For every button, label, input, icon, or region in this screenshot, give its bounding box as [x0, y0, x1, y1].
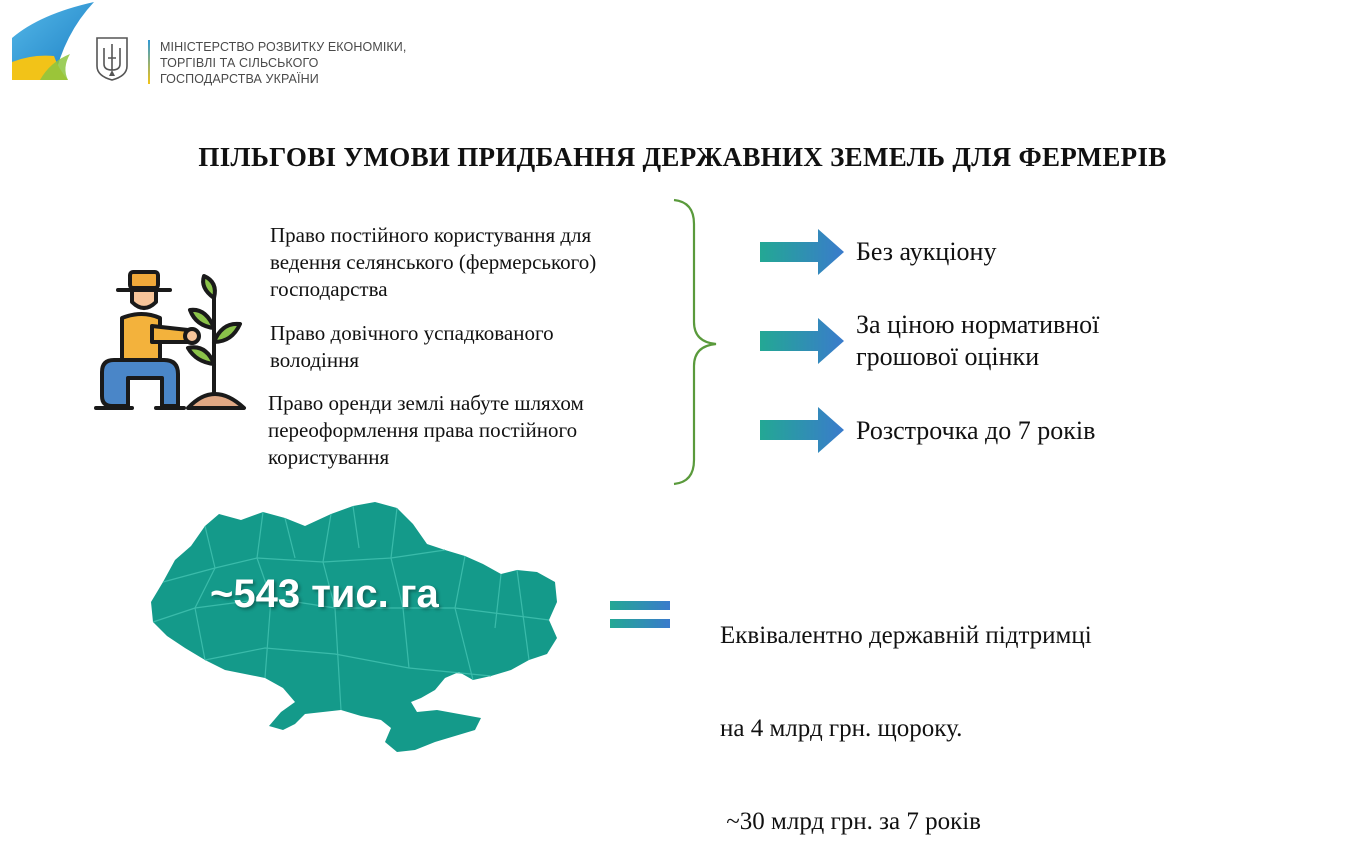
benefit-normative-price — [856, 309, 1099, 373]
right-item-line: господарства — [270, 277, 388, 301]
equals-bar — [610, 619, 670, 628]
right-item-line: користування — [268, 445, 390, 469]
benefit-line: грошової оцінки — [856, 342, 1040, 371]
equals-icon — [610, 601, 670, 629]
trident-icon — [94, 36, 130, 82]
benefit-line: За ціною нормативної — [856, 310, 1100, 339]
ukraine-map-icon — [145, 498, 560, 756]
equals-bar — [610, 601, 670, 610]
benefit-installment — [856, 415, 1095, 447]
equivalent-line: ~30 млрд грн. за 7 років — [720, 808, 981, 835]
equivalent-line: на 4 млрд грн. щороку. — [720, 715, 963, 742]
right-arrow-icon — [760, 229, 844, 275]
equivalent-support-text — [720, 558, 1092, 868]
benefit-line: Без аукціону — [856, 237, 997, 266]
right-item-line: Право постійного користування для — [270, 223, 592, 247]
ministry-divider — [148, 40, 150, 84]
ministry-name-line: ГОСПОДАРСТВА УКРАЇНИ — [160, 72, 319, 86]
right-item-lease — [268, 390, 688, 471]
right-arrow-icon — [760, 318, 844, 364]
right-item-line: переоформлення права постійного — [268, 418, 578, 442]
ministry-name-line: МІНІСТЕРСТВО РОЗВИТКУ ЕКОНОМІКИ, — [160, 40, 407, 54]
equivalent-line: Еквівалентно державній підтримці — [720, 622, 1092, 649]
map-area-label: ~543 тис. га — [210, 572, 439, 616]
slide-title: ПІЛЬГОВІ УМОВИ ПРИДБАННЯ ДЕРЖАВНИХ ЗЕМЕЛЬ ДЛЯ ФЕРМЕРІВ — [198, 142, 1167, 172]
right-item-permanent-use — [270, 222, 690, 303]
farmer-with-plant-icon — [92, 268, 252, 418]
curly-brace-icon — [672, 198, 722, 486]
right-item-line: Право довічного успадкованого — [270, 321, 554, 345]
benefit-line: Розстрочка до 7 років — [856, 416, 1096, 445]
ministry-name — [160, 39, 406, 87]
ministry-logo-icon — [10, 2, 100, 82]
right-item-line: володіння — [270, 348, 360, 372]
right-arrow-icon — [760, 407, 844, 453]
benefit-no-auction — [856, 236, 996, 268]
right-item-line: ведення селянського (фермерського) — [270, 250, 597, 274]
right-item-line: Право оренди землі набуте шляхом — [268, 391, 584, 415]
ministry-name-line: ТОРГІВЛІ ТА СІЛЬСЬКОГО — [160, 56, 319, 70]
right-item-lifetime-inherited — [270, 320, 690, 374]
